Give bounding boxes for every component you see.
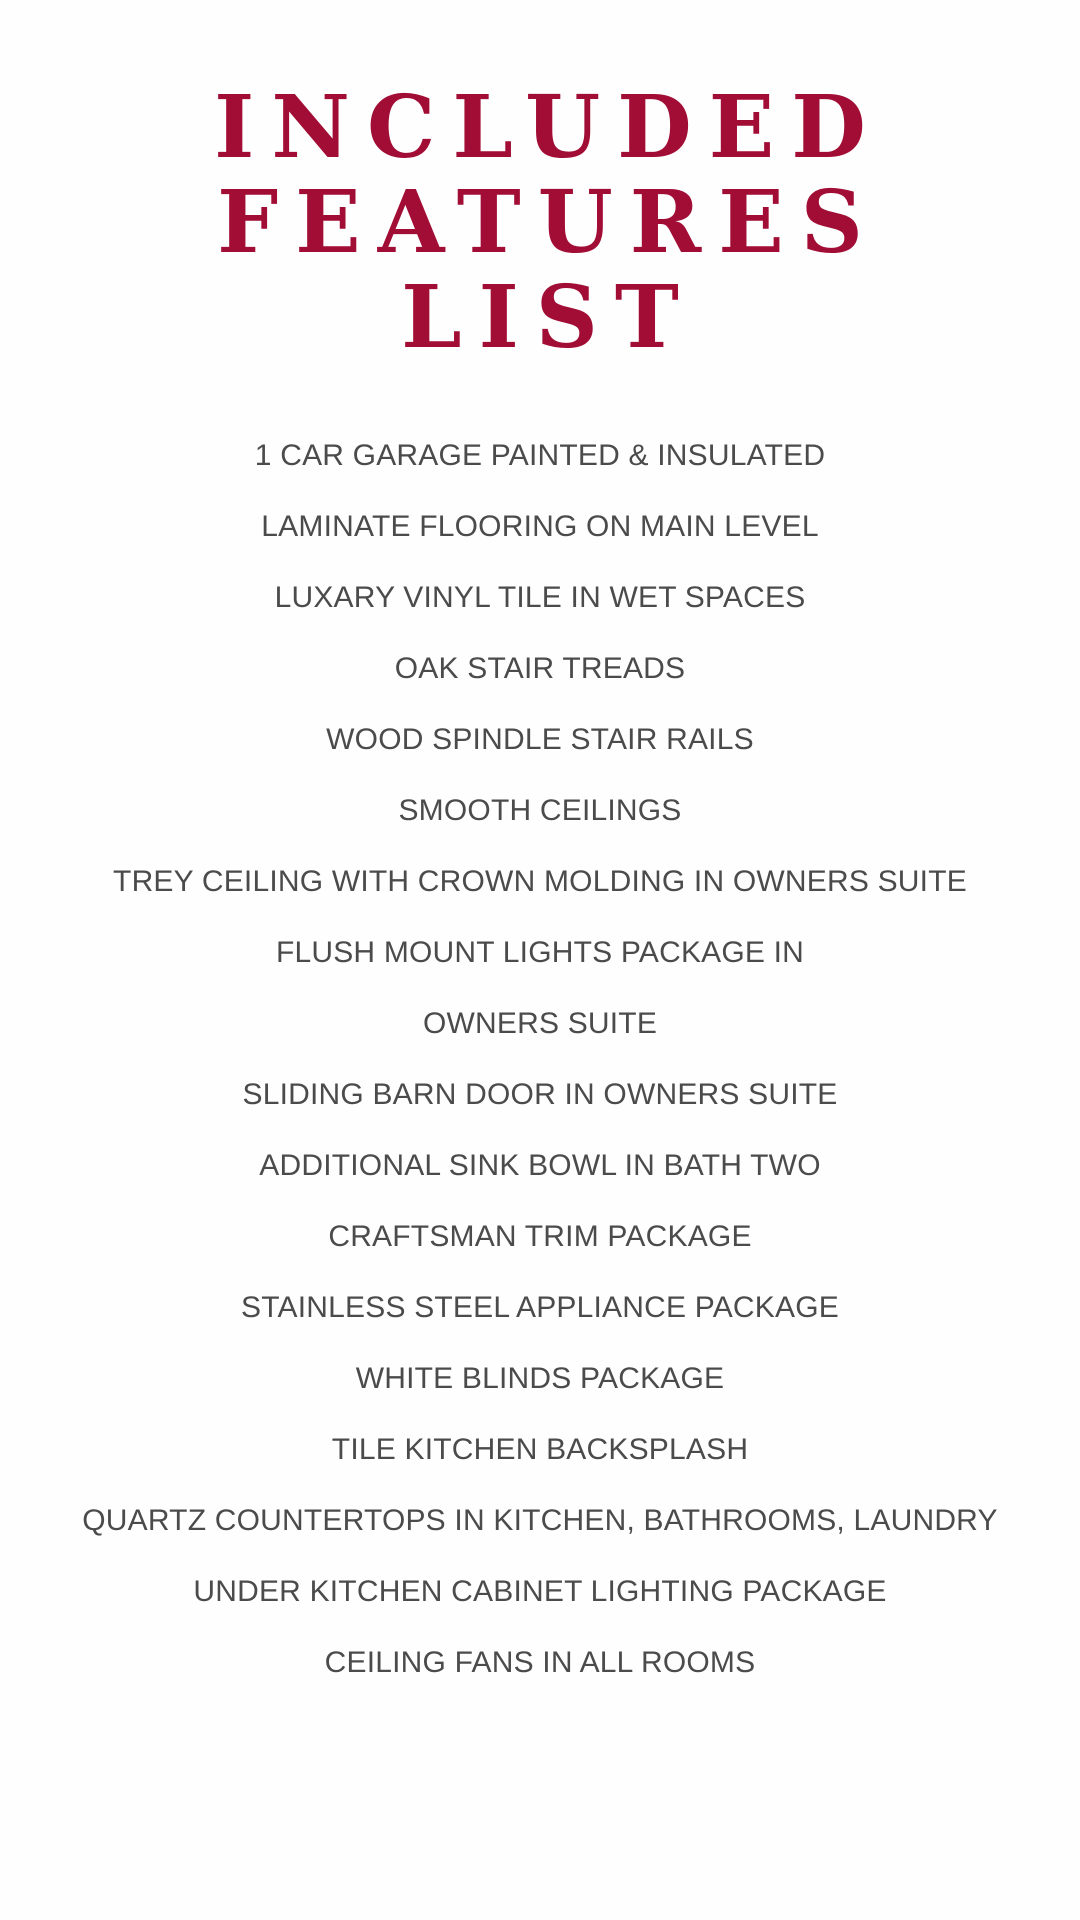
title-line-3: LIST [401,267,696,368]
feature-item: CEILING FANS IN ALL ROOMS [324,1646,756,1679]
feature-item: TREY CEILING WITH CROWN MOLDING IN OWNERS SUITE [113,865,967,898]
feature-item: WHITE BLINDS PACKAGE [355,1362,725,1395]
feature-item: OAK STAIR TREADS [394,652,686,685]
feature-item: 1 CAR GARAGE PAINTED & INSULATED [254,439,826,472]
feature-item: ADDITIONAL SINK BOWL IN BATH TWO [259,1149,821,1182]
feature-item: UNDER KITCHEN CABINET LIGHTING PACKAGE [193,1575,887,1608]
page-title [0,77,1080,368]
feature-item: TILE KITCHEN BACKSPLASH [331,1433,749,1466]
feature-item: LAMINATE FLOORING ON MAIN LEVEL [261,510,819,543]
feature-item: OWNERS SUITE [422,1007,658,1040]
feature-item: LUXARY VINYL TILE IN WET SPACES [274,581,806,614]
feature-item: CRAFTSMAN TRIM PACKAGE [328,1220,752,1253]
feature-item: STAINLESS STEEL APPLIANCE PACKAGE [241,1291,839,1324]
title-line-2: FEATURES [217,172,880,273]
feature-item: SLIDING BARN DOOR IN OWNERS SUITE [242,1078,838,1111]
feature-item: FLUSH MOUNT LIGHTS PACKAGE IN [275,936,805,969]
feature-item: WOOD SPINDLE STAIR RAILS [326,723,754,756]
title-line-1: INCLUDED [214,77,883,178]
feature-item: SMOOTH CEILINGS [398,794,682,827]
feature-item: QUARTZ COUNTERTOPS IN KITCHEN, BATHROOMS, LAUNDRY [82,1504,998,1537]
features-list [0,420,1080,1698]
